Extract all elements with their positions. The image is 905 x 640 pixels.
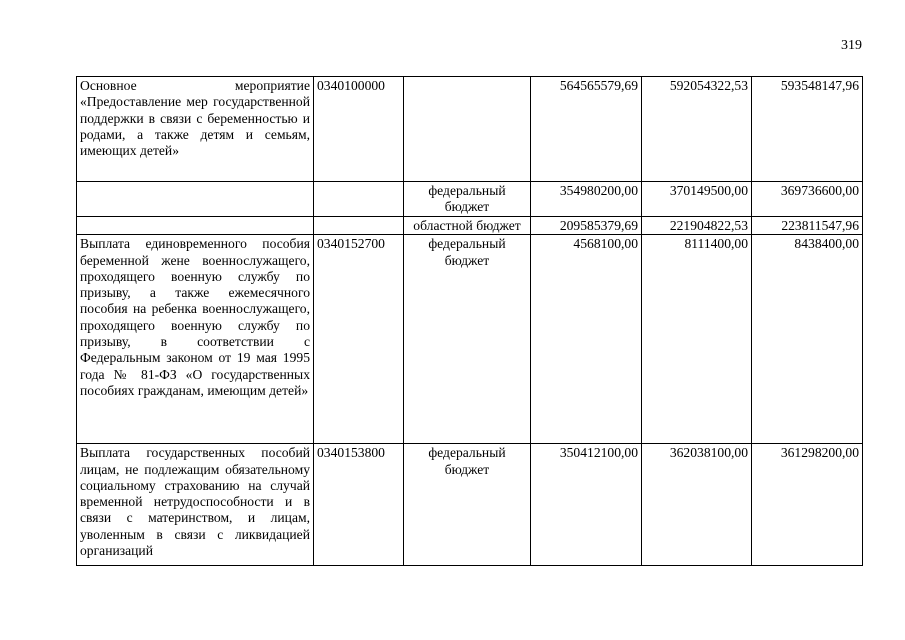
amount-cell-year-2: 592054322,53 [642, 77, 752, 182]
activity-name-cell: Основное мероприятие «Предоставление мер государственной поддержки в связи с беременностью и родами, а также детям и семьям, имеющих детей» [77, 77, 314, 182]
code-cell [314, 217, 404, 235]
funding-source-cell: федеральный бюджет [404, 444, 531, 566]
table-row [77, 217, 863, 235]
amount-cell-year-2: 370149500,00 [642, 182, 752, 217]
amount-cell-year-3: 369736600,00 [752, 182, 863, 217]
code-cell [314, 182, 404, 217]
amount-cell-year-2: 221904822,53 [642, 217, 752, 235]
amount-cell-year-1: 4568100,00 [531, 235, 642, 444]
amount-cell-year-3: 361298200,00 [752, 444, 863, 566]
table-row [77, 77, 863, 182]
amount-cell-year-1: 350412100,00 [531, 444, 642, 566]
activity-name-cell: Выплата единовременного пособия беременной жене военнослужащего, проходящего военную службу по призыву, а также ежемесячного пособия на ребенка военнослужащего, проходящего военную службу по призыву, в соответствии с Федеральным законом от 19 мая 1995 года № 81-ФЗ «О государственных пособиях гражданам, имеющим детей» [77, 235, 314, 444]
activity-name-cell [77, 217, 314, 235]
activity-name-cell: Выплата государственных пособий лицам, не подлежащим обязательному социальному страхованию на случай временной нетрудоспособности и в связи с материнством, и лицам, уволенным в связи с ликвидацией организаций [77, 444, 314, 566]
code-cell: 0340152700 [314, 235, 404, 444]
funding-source-cell: федеральный бюджет [404, 235, 531, 444]
budget-table [76, 76, 863, 566]
table-row [77, 444, 863, 566]
amount-cell-year-3: 223811547,96 [752, 217, 863, 235]
amount-cell-year-1: 354980200,00 [531, 182, 642, 217]
table-row [77, 182, 863, 217]
amount-cell-year-1: 209585379,69 [531, 217, 642, 235]
funding-source-cell: федеральный бюджет [404, 182, 531, 217]
amount-cell-year-2: 362038100,00 [642, 444, 752, 566]
amount-cell-year-1: 564565579,69 [531, 77, 642, 182]
amount-cell-year-3: 593548147,96 [752, 77, 863, 182]
activity-name-cell [77, 182, 314, 217]
amount-cell-year-3: 8438400,00 [752, 235, 863, 444]
code-cell: 0340100000 [314, 77, 404, 182]
funding-source-cell [404, 77, 531, 182]
code-cell: 0340153800 [314, 444, 404, 566]
amount-cell-year-2: 8111400,00 [642, 235, 752, 444]
funding-source-cell: областной бюджет [404, 217, 531, 235]
table-row [77, 235, 863, 444]
page-number: 319 [841, 38, 862, 53]
